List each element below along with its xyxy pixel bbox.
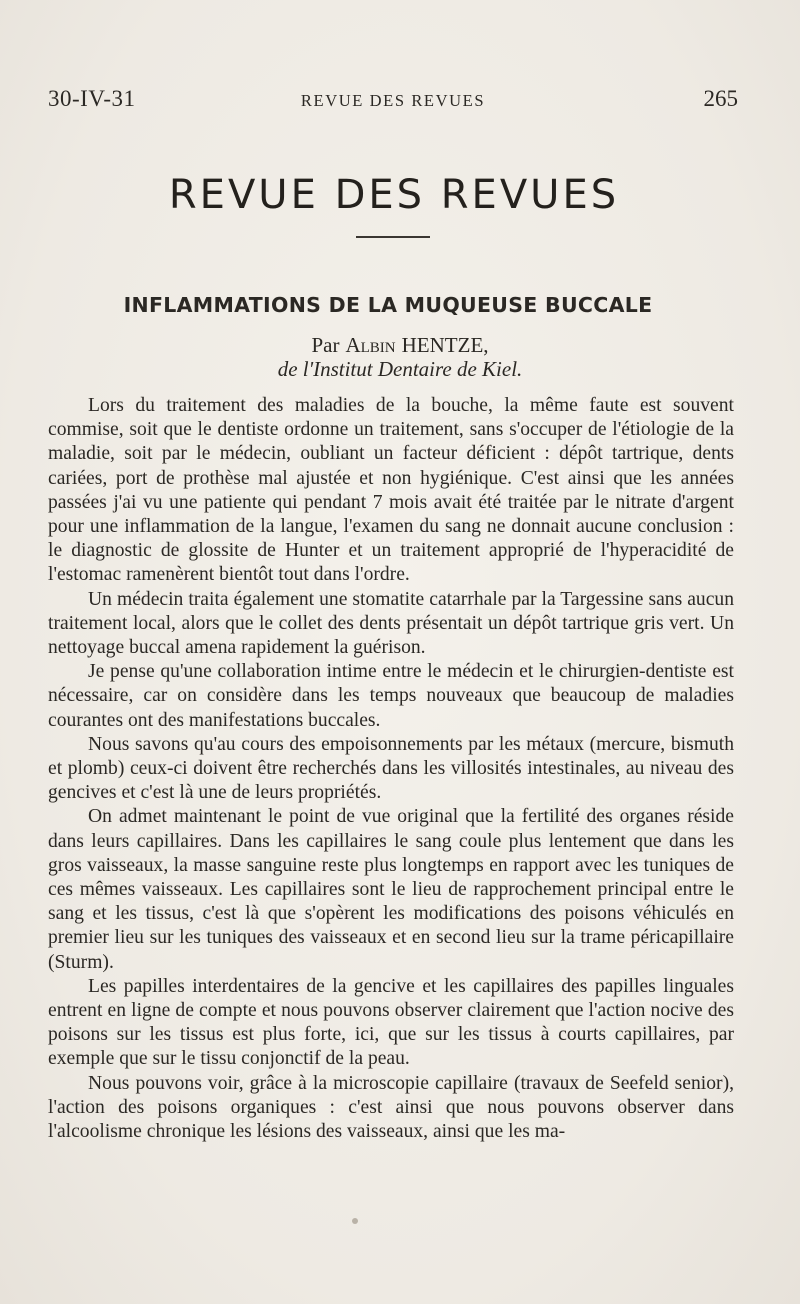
paragraph: Les papilles interdentaires de la gencive et les capillaires des papilles linguales entrent en ligne de compte et nous pouvons observer clairement que l'action nocive des poisons sur les tissus est plus forte, ici, que sur les tissus à courts capillaires, par exemple que sur le tissu conjonctif de la peau. (48, 975, 734, 1070)
running-head-date: 30-IV-31 (48, 86, 136, 111)
running-head-journal: REVUE DES REVUES (300, 91, 486, 110)
article-title: INFLAMMATIONS DE LA MUQUEUSE BUCCALE (123, 293, 653, 317)
paragraph: Lors du traitement des maladies de la bouche, la même faute est souvent commise, soit que le dentiste ordonne un traitement, sans s'occuper de l'étiologie de la maladie, soit par le médecin, oubliant un facteur déficient : dépôt tartrique, dents cariées, port de prothèse mal ajustée et non hygiénique. C'est ainsi que les années passées j'ai vu une patiente qui pendant 7 mois avait été traitée par le nitrate d'argent pour une inflammation de la langue, l'examen du sang ne donnait aucune conclusion : le diagnostic de glossite de Hunter et un traitement approprié de l'hyperacidité de l'estomac ramenèrent bientôt tout dans l'ordre. (48, 395, 734, 586)
paper-speck (352, 1218, 358, 1224)
author-first-name: Albin (345, 333, 396, 357)
author-affiliation: de l'Institut Dentaire de Kiel. (277, 357, 523, 381)
paragraph: Nous pouvons voir, grâce à la microscopie capillaire (travaux de Seefeld senior), l'action des poisons organiques : c'est ainsi que nous pouvons observer dans l'alcoolisme chronique les lésions des vaisseaux, ainsi que les ma- (48, 1072, 734, 1143)
section-title: REVUE DES REVUES (168, 172, 620, 218)
page-number: 265 (703, 86, 738, 111)
paragraph: Je pense qu'une collaboration intime entre le médecin et le chirurgien-dentiste est nécessaire, car on considère dans les temps nouveaux que beaucoup de maladies courantes ont des manifestations buccales. (48, 661, 734, 731)
author-last-name: HENTZE, (401, 333, 489, 357)
article-body (48, 394, 734, 1144)
byline (0, 333, 800, 358)
paragraph: Nous savons qu'au cours des empoisonnements par les métaux (mercure, bismuth et plomb) ceux-ci doivent être recherchés dans les villosités intestinales, au niveau des gencives et c'est là une de leurs propriétés. (48, 733, 734, 804)
byline-prefix: Par (311, 333, 340, 357)
paragraph: On admet maintenant le point de vue original que la fertilité des organes réside dans leurs capillaires. Dans les capillaires le sang coule plus lentement que dans les gros vaisseaux, la masse sanguine reste plus longtemps en rapport avec les tuniques de ces mêmes vaisseaux. Les capillaires sont le lieu de rapprochement principal entre le sang et les tissus, c'est là que s'opèrent les modifications des poisons véhiculés en premier lieu sur les tuniques des vaisseaux et en second lieu sur la trame péricapillaire (Sturm). (48, 806, 734, 973)
paragraph: Un médecin traita également une stomatite catarrhale par la Targessine sans aucun traitement local, alors que le collet des dents présentait un dépôt tartrique gris vert. Un nettoyage buccal amena rapidement la guérison. (48, 588, 734, 659)
title-divider (356, 236, 430, 238)
running-head (48, 86, 738, 118)
